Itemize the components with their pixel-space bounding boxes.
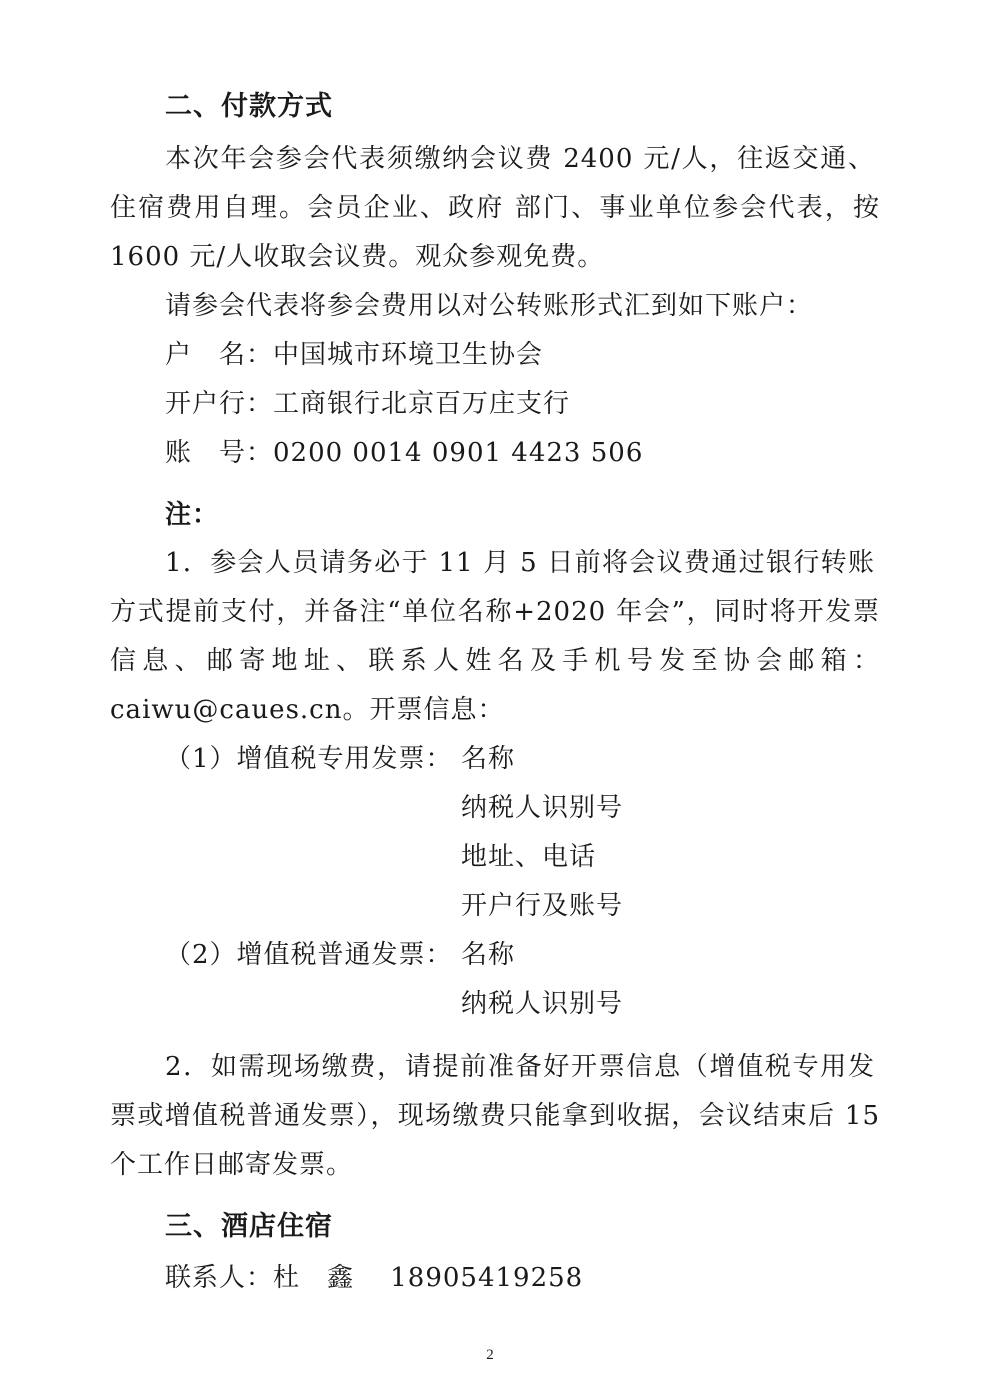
invoice-special-item: 纳税人识别号 <box>461 793 624 823</box>
account-name: 户 名：中国城市环境卫生协会 <box>165 340 544 370</box>
hotel-contact: 联系人：杜 鑫 18905419258 <box>165 1263 584 1293</box>
page-number: 2 <box>486 1347 494 1363</box>
notes-title: 注： <box>165 500 220 530</box>
invoice-general-item: 名称 <box>461 940 516 970</box>
transfer-instruction: 请参会代表将参会费用以对公转账形式汇到如下账户： <box>165 291 814 321</box>
note1-line-2: 方式提前支付，并备注“单位名称+2020 年会”，同时将开发票 <box>110 597 880 627</box>
invoice-general-label: （2）增值税普通发票： <box>165 940 453 970</box>
invoice-special-item: 地址、电话 <box>461 842 597 872</box>
account-number: 账 号：0200 0014 0901 4423 506 <box>165 438 644 468</box>
account-bank: 开户行：工商银行北京百万庄支行 <box>165 389 571 419</box>
note2-line-2: 票或增值税普通发票），现场缴费只能拿到收据，会议结束后 15 <box>110 1101 880 1131</box>
invoice-special-item: 开户行及账号 <box>461 891 624 921</box>
payment-paragraph-line-2: 住宿费用自理。会员企业、政府 部门、事业单位参会代表，按 <box>110 193 880 223</box>
note2-line-1: 2．如需现场缴费，请提前准备好开票信息（增值税专用发 <box>165 1052 875 1082</box>
section-heading-payment: 二、付款方式 <box>165 91 333 122</box>
note1-line-1: 1．参会人员请务必于 11 月 5 日前将会议费通过银行转账 <box>165 548 875 578</box>
note1-line-4: caiwu@caues.cn。开票信息： <box>110 695 505 725</box>
note2-line-3: 个工作日邮寄发票。 <box>110 1150 354 1180</box>
invoice-special-label: （1）增值税专用发票： <box>165 744 453 774</box>
section-heading-hotel: 三、酒店住宿 <box>165 1211 333 1242</box>
payment-paragraph-line-3: 1600 元/人收取会议费。观众参观免费。 <box>110 242 605 272</box>
invoice-general-item: 纳税人识别号 <box>461 989 624 1019</box>
payment-paragraph-line-1: 本次年会参会代表须缴纳会议费 2400 元/人，往返交通、 <box>165 144 875 174</box>
note1-line-3: 信息、邮寄地址、联系人姓名及手机号发至协会邮箱： <box>110 646 880 676</box>
invoice-special-item: 名称 <box>461 744 516 774</box>
